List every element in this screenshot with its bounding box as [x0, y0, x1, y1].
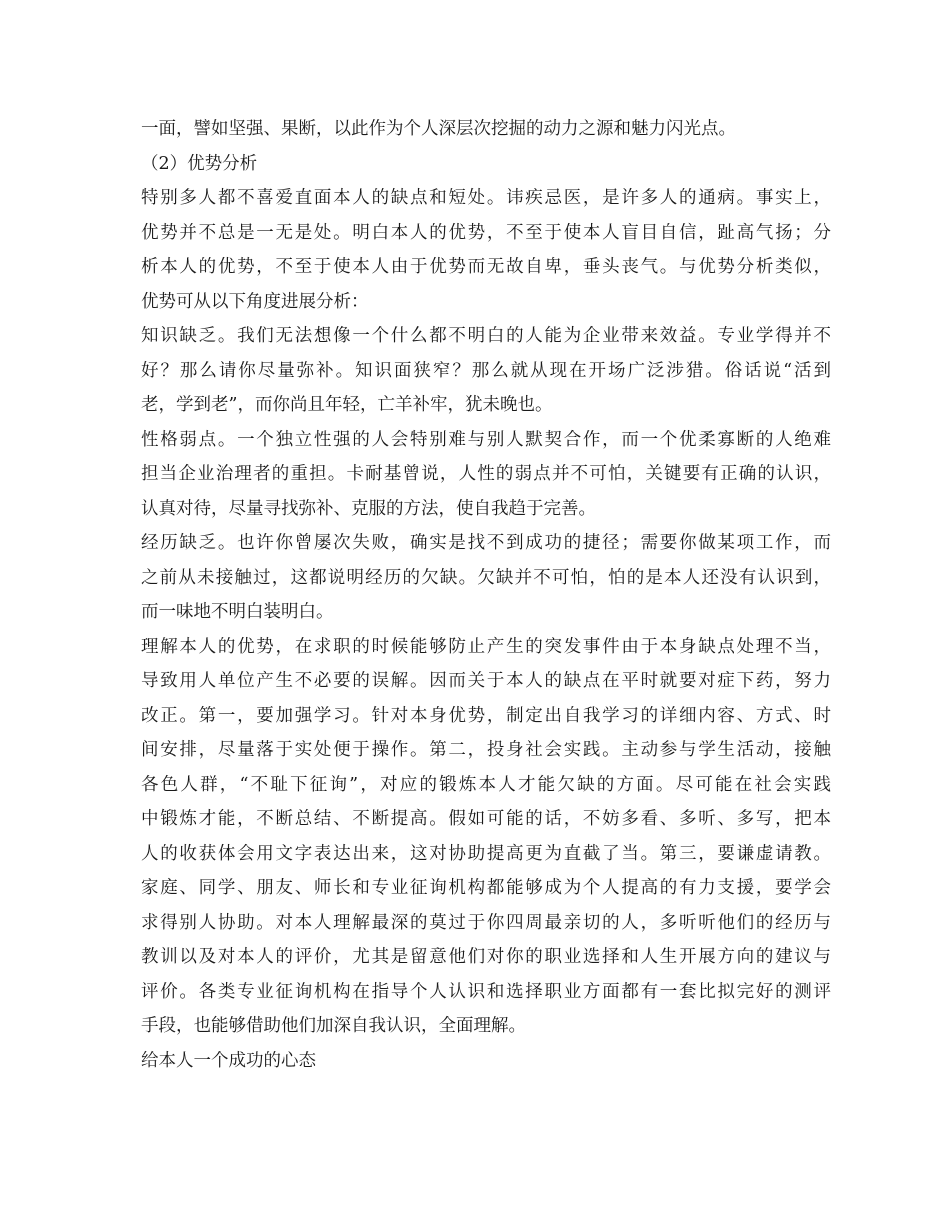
document-body [141, 112, 831, 1078]
text-line: 经历缺乏。也许你曾屡次失败，确实是找不到成功的捷径；需要你做某项工作，而 [141, 533, 831, 553]
text-line: 手段，也能够借助他们加深自我认识，全面理解。 [141, 1016, 526, 1036]
text-line: 中锻炼才能，不断总结、不断提高。假如可能的话，不妨多看、多听、多写，把本 [141, 809, 831, 829]
text-line: 各色人群，“不耻下征询”，对应的锻炼本人才能欠缺的方面。尽可能在社会实践 [141, 774, 831, 795]
text-line: 优势并不总是一无是处。明白本人的优势，不至于使本人盲目自信，趾高气扬；分 [141, 222, 831, 243]
text-line: 认真对待，尽量寻找弥补、克服的方法，使自我趋于完善。 [141, 498, 596, 519]
text-line: 之前从未接触过，这都说明经历的欠缺。欠缺并不可怕，怕的是本人还没有认识到， [141, 567, 831, 588]
text-line: 特别多人都不喜爱直面本人的缺点和短处。讳疾忌医，是许多人的通病。事实上， [141, 188, 831, 208]
text-line: 家庭、同学、朋友、师长和专业征询机构都能够成为个人提高的有力支援，要学会 [141, 878, 831, 898]
text-line: 评价。各类专业征询机构在指导个人认识和选择职业方面都有一套比拟完好的测评 [141, 981, 831, 1002]
text-line: 间安排，尽量落于实处便于操作。第二，投身社会实践。主动参与学生活动，接触 [141, 740, 831, 760]
text-line: 改正。第一，要加强学习。针对本身优势，制定出自我学习的详细内容、方式、时 [141, 705, 831, 726]
section-heading: （2）优势分析 [141, 153, 258, 174]
text-line: 理解本人的优势，在求职的时候能够防止产生的突发事件由于本身缺点处理不当， [141, 636, 831, 657]
text-line: 知识缺乏。我们无法想像一个什么都不明白的人能为企业带来效益。专业学得并不 [141, 326, 831, 346]
text-line: 优势可从以下角度进展分析： [141, 291, 369, 312]
text-line: 析本人的优势，不至于使本人由于优势而无故自卑，垂头丧气。与优势分析类似， [141, 257, 831, 277]
text-line: 人的收获体会用文字表达出来，这对协助提高更为直截了当。第三，要谦虚请教。 [141, 843, 831, 864]
text-line: 好？那么请你尽量弥补。知识面狭窄？那么就从现在开场广泛涉猎。俗话说“活到 [141, 360, 831, 381]
text-line: 一面，譬如坚强、果断，以此作为个人深层次挖掘的动力之源和魅力闪光点。 [141, 119, 736, 139]
text-line: 而一味地不明白装明白。 [141, 602, 334, 622]
text-line: 求得别人协助。对本人理解最深的莫过于你四周最亲切的人，多听听他们的经历与 [141, 912, 831, 933]
text-line: 给本人一个成功的心态 [141, 1050, 316, 1071]
text-line: 导致用人单位产生不必要的误解。因而关于本人的缺点在平时就要对症下药，努力 [141, 671, 831, 691]
text-line: 担当企业治理者的重担。卡耐基曾说，人性的弱点并不可怕，关键要有正确的认识， [141, 464, 831, 484]
text-line: 性格弱点。一个独立性强的人会特别难与别人默契合作，而一个优柔寡断的人绝难 [141, 429, 831, 450]
text-line: 老，学到老”，而你尚且年轻，亡羊补牢，犹未晚也。 [141, 395, 553, 415]
text-line: 教训以及对本人的评价，尤其是留意他们对你的职业选择和人生开展方向的建议与 [141, 947, 831, 967]
